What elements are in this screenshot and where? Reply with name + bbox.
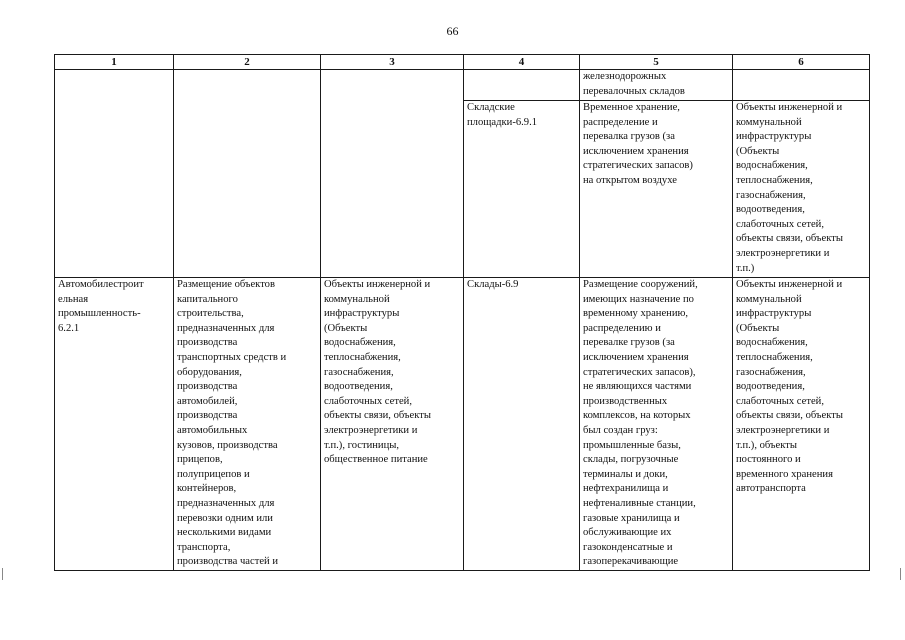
table-row [55,278,870,571]
table-cell: Автомобилестроит ельная промышленность- 6.2.1 [55,278,174,571]
table-cell: Объекты инженерной и коммунальной инфраструктуры (Объекты водоснабжения, теплоснабжения, газоснабжения, водоотведения, слаботочных сетей, объекты связи, объекты электроэнергетики и т.п.) [733,101,870,278]
table-cell: железнодорожных перевалочных складов [580,70,733,101]
table-cell: Объекты инженерной и коммунальной инфраструктуры (Объекты водоснабжения, теплоснабжения, газоснабжения, водоотведения, слаботочных сетей, объекты связи, объекты электроэнергетики и т.п.), объекты постоянного и временного хранения автотранспорта [733,278,870,571]
column-header-3: 3 [321,55,464,70]
table-cell: Временное хранение, распределение и перевалка грузов (за исключением хранения стратегических запасов) на открытом воздухе [580,101,733,278]
column-header-4: 4 [464,55,580,70]
table-cell [733,70,870,101]
column-header-6: 6 [733,55,870,70]
table-cell [55,70,174,278]
table-row [55,70,870,101]
column-header-2: 2 [174,55,321,70]
table-cell: Размещение объектов капитального строительства, предназначенных для производства транспортных средств и оборудования, производства автомобилей, производства автомобильных кузовов, производства прицепов, полуприцепов и контейнеров, предназначенных для перевозки одним или несколькими видами транспорта, производства частей и [174,278,321,571]
table-cell: Размещение сооружений, имеющих назначение по временному хранению, распределению и перевалке грузов (за исключением хранения стратегических запасов), не являющихся частями производственных комплексов, на которых был создан груз: промышленные базы, склады, погрузочные терминалы и доки, нефтехранилища и нефтеналивные станции, газовые хранилища и обслуживающие их газоконденсатные и газоперекачивающие [580,278,733,571]
scan-edge-mark-right [900,568,901,580]
table-cell: Объекты инженерной и коммунальной инфраструктуры (Объекты водоснабжения, теплоснабжения, газоснабжения, водоотведения, слаботочных сетей, объекты связи, объекты электроэнергетики и т.п.), гостиницы, общественное питание [321,278,464,571]
table-cell [174,70,321,278]
column-header-5: 5 [580,55,733,70]
regulations-table [54,54,870,571]
scan-edge-mark-left [2,568,3,580]
table-cell: Складские площадки-6.9.1 [464,101,580,278]
table-cell [464,70,580,101]
table-cell [321,70,464,278]
page-number: 66 [446,24,459,38]
table-header-row [55,55,870,70]
table-cell: Склады-6.9 [464,278,580,571]
column-header-1: 1 [55,55,174,70]
